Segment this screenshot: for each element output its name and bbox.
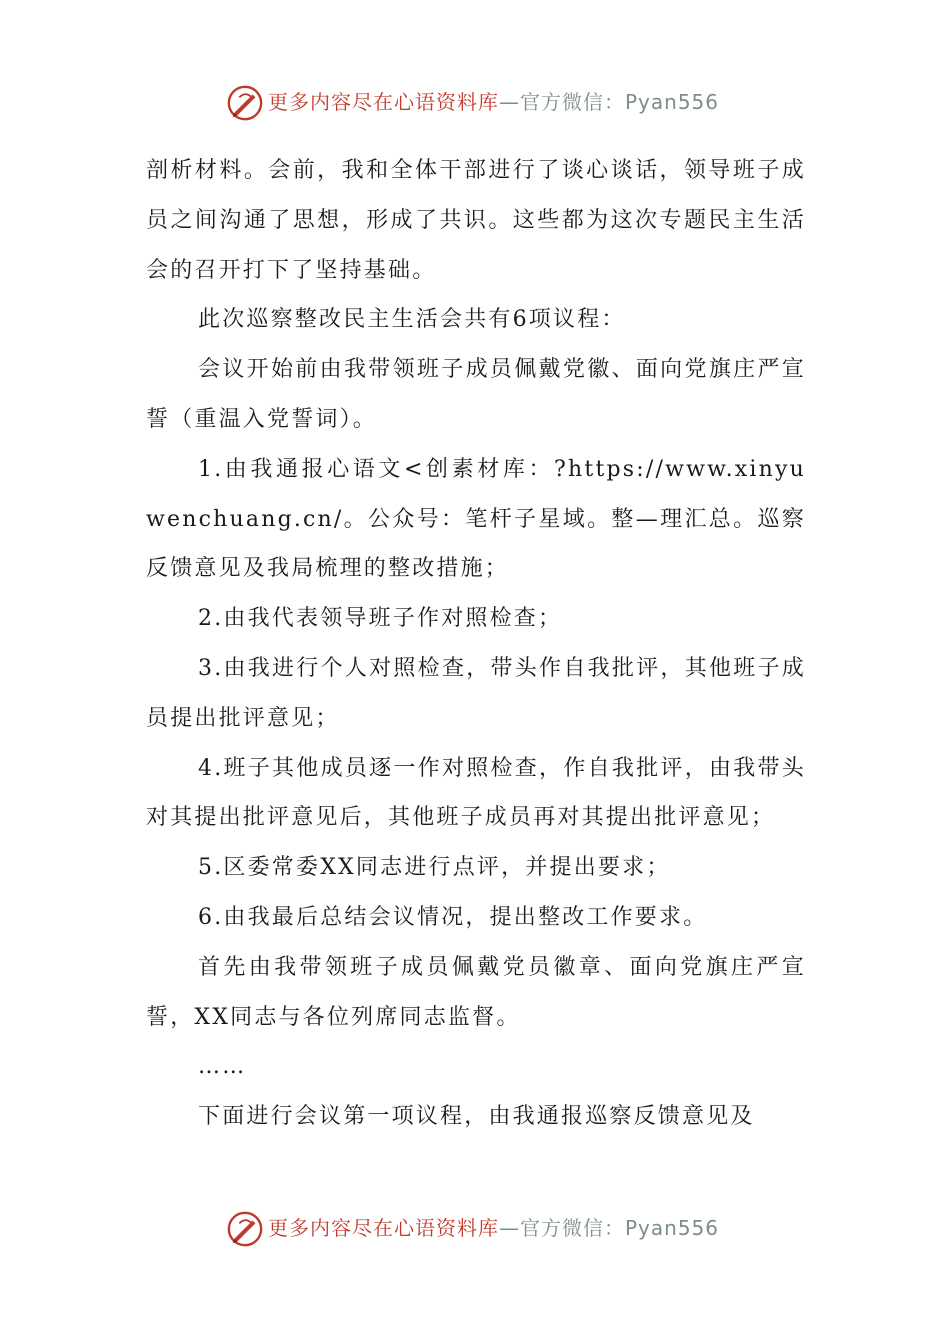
paragraph: 4.班子其他成员逐一作对照检查，作自我批评，由我带头对其提出批评意见后，其他班子成员再对其提出批评意见； <box>146 755 806 831</box>
paragraph: 会议开始前由我带领班子成员佩戴党徽、面向党旗庄严宣誓（重温入党誓词）。 <box>146 357 806 432</box>
watermark-wechat: —官方微信：Pyan556 <box>499 90 720 114</box>
watermark-text <box>268 88 719 116</box>
paragraph: 5.区委常委XX同志进行点评，并提出要求； <box>198 855 671 881</box>
paragraph: 剖析材料。会前，我和全体干部进行了谈心谈话，领导班子成员之间沟通了思想，形成了共识。这些都为这次专题民主生活会的召开打下了坚持基础。 <box>146 158 806 283</box>
document-body <box>146 146 806 1142</box>
paragraph: 1.由我通报心语文<创素材库：?https://www.xinyuwenchuang.cn/。公众号：笔杆子星域。整—理汇总。巡察反馈意见及我局梳理的整改措施； <box>146 456 806 582</box>
watermark-main: 更多内容尽在心语资料库 <box>268 1216 499 1240</box>
watermark-main: 更多内容尽在心语资料库 <box>268 90 499 114</box>
pen-logo-icon <box>226 1210 264 1248</box>
watermark-text <box>268 1214 719 1242</box>
paragraph: 首先由我带领班子成员佩戴党员徽章、面向党旗庄严宣誓，XX同志与各位列席同志监督。 <box>146 954 806 1030</box>
paragraph: 此次巡察整改民主生活会共有6项议程： <box>198 307 626 333</box>
paragraph: …… <box>198 1054 247 1080</box>
pen-logo-icon <box>226 84 264 122</box>
paragraph: 3.由我进行个人对照检查，带头作自我批评，其他班子成员提出批评意见； <box>146 655 806 731</box>
header-watermark-banner <box>0 82 950 126</box>
paragraph: 下面进行会议第一项议程，由我通报巡察反馈意见及 <box>198 1104 755 1130</box>
watermark-wechat: —官方微信：Pyan556 <box>499 1216 720 1240</box>
paragraph: 2.由我代表领导班子作对照检查； <box>198 606 563 632</box>
footer-watermark-banner <box>0 1208 950 1252</box>
paragraph: 6.由我最后总结会议情况，提出整改工作要求。 <box>198 904 708 930</box>
